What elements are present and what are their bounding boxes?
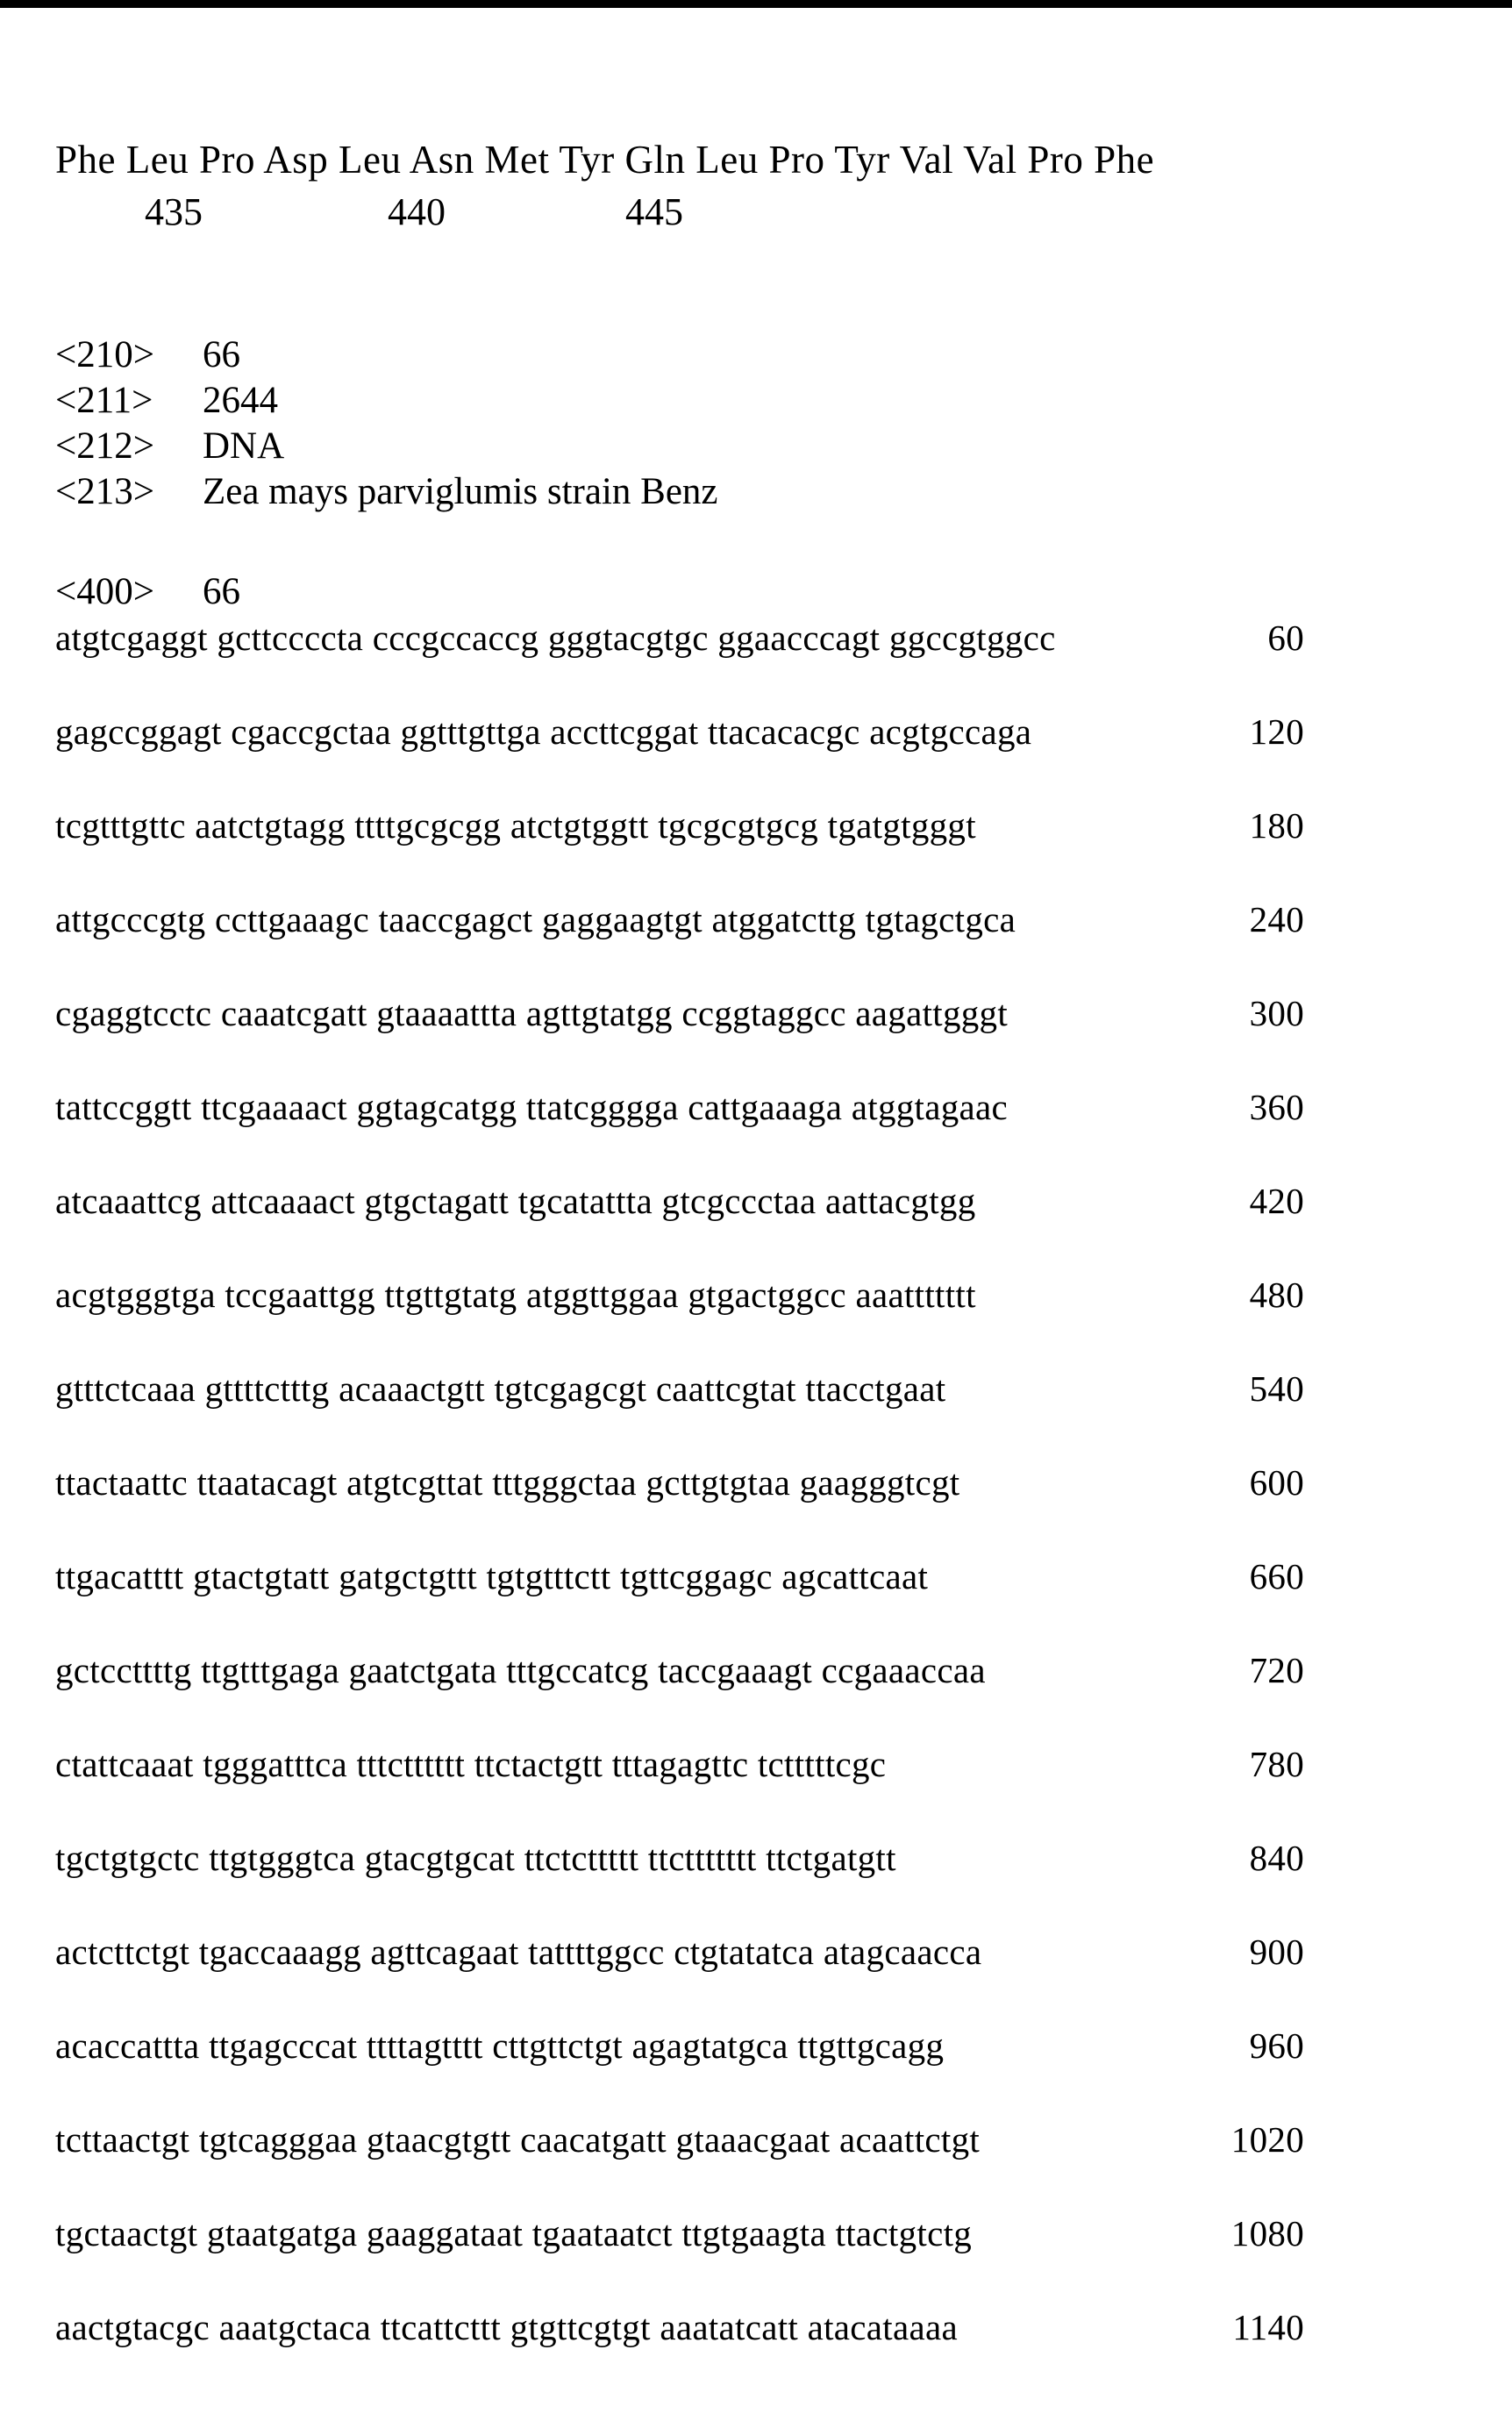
sequence-line [55, 1180, 1304, 1274]
sequence-line-number: 1080 [1230, 2213, 1304, 2253]
sequence-line-number: 60 [1267, 618, 1304, 658]
metadata-tag: <211> [55, 380, 153, 421]
sequence-line-number: 720 [1249, 1650, 1304, 1690]
sequence-line-text: ttgacatttt gtactgtatt gatgctgttt tgtgtttctt tgttcggagc agcattcaat [55, 1556, 929, 1596]
metadata-row-212 [55, 425, 718, 470]
sequence-metadata-block [55, 333, 718, 516]
metadata-value: 2644 [203, 380, 278, 421]
sequence-line-number: 780 [1249, 1744, 1304, 1784]
sequence-line [55, 2118, 1304, 2212]
sequence-line-text: acgtgggtga tccgaattgg ttgttgtatg atggttggaa gtgactggcc aaattttttt [55, 1275, 976, 1315]
sequence-line-text: ttactaattc ttaatacagt atgtcgttat tttgggctaa gcttgtgtaa gaagggtcgt [55, 1462, 960, 1503]
sequence-line-number: 960 [1249, 2025, 1304, 2066]
sequence-line-text: atcaaattcg attcaaaact gtgctagatt tgcatattta gtcgccctaa aattacgtgg [55, 1181, 976, 1221]
metadata-row-213 [55, 470, 718, 516]
sequence-line-number: 1020 [1230, 2119, 1304, 2160]
sequence-400-header [55, 570, 240, 613]
sequence-line [55, 2025, 1304, 2118]
residue-position-435: 435 [145, 190, 203, 233]
sequence-line-text: tattccggtt ttcgaaaact ggtagcatgg ttatcgggga cattgaaaga atggtagaac [55, 1087, 1009, 1127]
sequence-line [55, 711, 1304, 804]
sequence-line [55, 1086, 1304, 1180]
sequence-line [55, 1555, 1304, 1649]
sequence-line [55, 1931, 1304, 2025]
metadata-tag: <210> [55, 334, 155, 375]
residue-position-440: 440 [388, 190, 446, 233]
metadata-row-211 [55, 379, 718, 425]
sequence-line-text: atgtcgaggt gcttccccta cccgccaccg gggtacgtgc ggaacccagt ggccgtggcc [55, 618, 1056, 658]
sequence-line-number: 240 [1249, 899, 1304, 939]
sequence-400-tag: <400> [55, 571, 155, 612]
sequence-line-number: 360 [1249, 1087, 1304, 1127]
metadata-value: DNA [203, 425, 285, 467]
sequence-line-number: 120 [1249, 711, 1304, 752]
sequence-line [55, 1649, 1304, 1743]
sequence-line [55, 1461, 1304, 1555]
sequence-line-number: 600 [1249, 1462, 1304, 1503]
residue-position-445: 445 [625, 190, 683, 233]
sequence-line-text: gctccttttg ttgtttgaga gaatctgata tttgccatcg taccgaaagt ccgaaaccaa [55, 1650, 986, 1690]
metadata-value: 66 [203, 334, 240, 375]
sequence-line-number: 840 [1249, 1838, 1304, 1878]
metadata-value: Zea mays parviglumis strain Benz [203, 471, 718, 512]
sequence-line-text: tgctgtgctc ttgtgggtca gtacgtgcat ttctcttttt ttcttttttt ttctgatgtt [55, 1838, 896, 1878]
sequence-line-text: ctattcaaat tgggatttca tttctttttt ttctactgtt tttagagttc tctttttcgc [55, 1744, 887, 1784]
sequence-line-number: 660 [1249, 1556, 1304, 1596]
sequence-line [55, 804, 1304, 898]
sequence-line-text: cgaggtcctc caaatcgatt gtaaaattta agttgtatgg ccggtaggcc aagattgggt [55, 993, 1009, 1033]
sequence-line-number: 300 [1249, 993, 1304, 1033]
sequence-line-number: 420 [1249, 1181, 1304, 1221]
sequence-line [55, 1274, 1304, 1368]
amino-acid-sequence-line: Phe Leu Pro Asp Leu Asn Met Tyr Gln Leu Pro Tyr Val Val Pro Phe [55, 138, 1155, 182]
sequence-line-text: gtttctcaaa gttttctttg acaaactgtt tgtcgagcgt caattcgtat ttacctgaat [55, 1368, 946, 1409]
metadata-row-210 [55, 333, 718, 379]
sequence-line [55, 992, 1304, 1086]
sequence-line [55, 898, 1304, 992]
sequence-line-text: tcgtttgttc aatctgtagg ttttgcgcgg atctgtggtt tgcgcgtgcg tgatgtgggt [55, 805, 976, 846]
sequence-line [55, 1368, 1304, 1461]
sequence-line-number: 1140 [1232, 2307, 1304, 2347]
metadata-tag: <212> [55, 425, 155, 467]
scan-edge-artifact [0, 0, 1512, 8]
sequence-line-text: tcttaactgt tgtcagggaa gtaacgtgtt caacatgatt gtaaacgaat acaattctgt [55, 2119, 981, 2160]
sequence-line-number: 180 [1249, 805, 1304, 846]
sequence-line [55, 1837, 1304, 1931]
dna-sequence-block [55, 617, 1304, 2400]
sequence-line [55, 2212, 1304, 2306]
residue-position-row [55, 189, 932, 239]
sequence-line-text: aactgtacgc aaatgctaca ttcattcttt gtgttcgtgt aaatatcatt atacataaaa [55, 2307, 958, 2347]
sequence-line-number: 540 [1249, 1368, 1304, 1409]
sequence-line-number: 480 [1249, 1275, 1304, 1315]
sequence-line-text: attgcccgtg ccttgaaagc taaccgagct gaggaagtgt atggatcttg tgtagctgca [55, 899, 1016, 939]
sequence-line-text: acaccattta ttgagcccat ttttagtttt cttgttctgt agagtatgca ttgttgcagg [55, 2025, 945, 2066]
sequence-line-text: tgctaactgt gtaatgatga gaaggataat tgaataatct ttgtgaagta ttactgtctg [55, 2213, 973, 2253]
sequence-line [55, 617, 1304, 711]
sequence-line [55, 1743, 1304, 1837]
metadata-tag: <213> [55, 471, 155, 512]
sequence-line-number: 900 [1249, 1932, 1304, 1972]
sequence-line-text: gagccggagt cgaccgctaa ggtttgttga accttcggat ttacacacgc acgtgccaga [55, 711, 1032, 752]
sequence-line [55, 2306, 1304, 2400]
sequence-400-id: 66 [203, 571, 240, 612]
sequence-line-text: actcttctgt tgaccaaagg agttcagaat tattttggcc ctgtatatca atagcaacca [55, 1932, 982, 1972]
